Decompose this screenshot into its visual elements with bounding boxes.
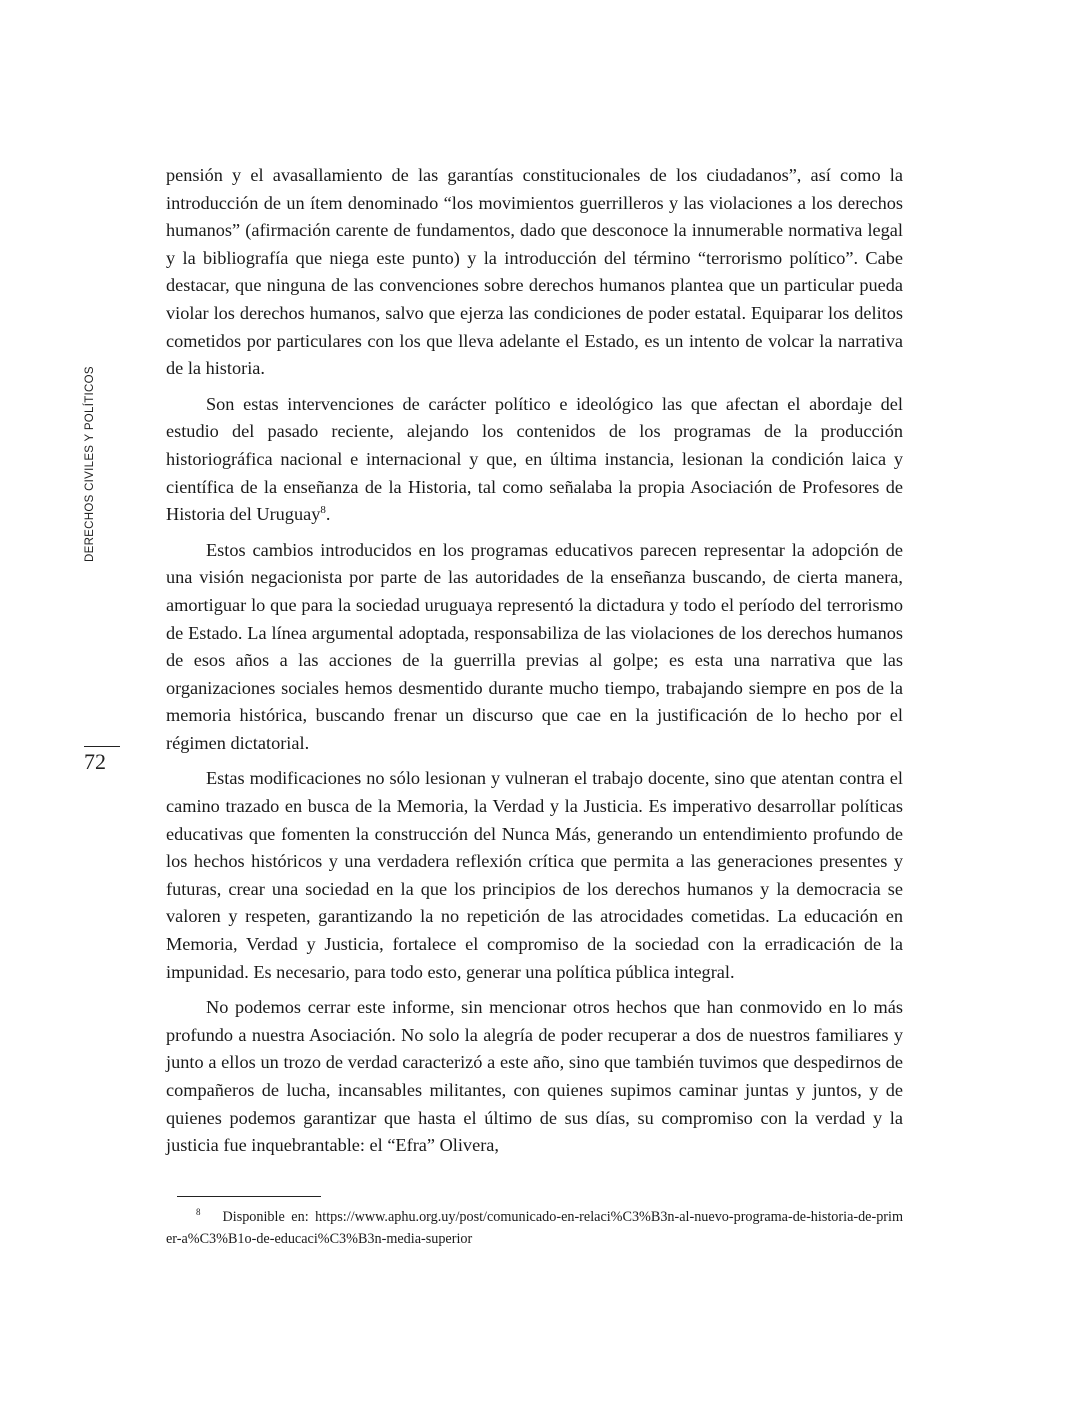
paragraph-4: Estas modificaciones no sólo lesionan y vulneran el trabajo docente, sino que atentan contra el camino trazado en busca de la Memoria, la Verdad y la Justicia. Es imperativo desarrollar políticas educativas que fomenten la construcción del Nunca Más, generando un entendimiento profundo de los hechos históricos y una verdadera reflexión crítica que permita a las generaciones presentes y futuras, crear una sociedad en la que los principios de los derechos humanos y la democracia se valoren y respeten, garantizando la no repetición de las atrocidades cometidas. La educación en Memoria, Verdad y Justicia, fortalece el compromiso de la sociedad con la erradicación de la impunidad. Es necesario, para todo esto, generar una política pública integral. xyxy=(166,768,903,982)
footnote-number: 8 xyxy=(196,1207,201,1218)
paragraph-3: Estos cambios introducidos en los programas educativos parecen representar la adopción de una visión negacionista por parte de las autoridades de la enseñanza buscando, de cierta manera, amortiguar lo que para la sociedad uruguaya representó la dictadura y todo el período del terrorismo de Estado. La línea argumental adoptada, responsabiliza de las violaciones de los derechos humanos de esos años a las acciones de la guerrilla previas al golpe; es esta una narrativa que las organizaciones sociales hemos desmentido durante mucho tiempo, trabajando siempre en pos de la memoria histórica, buscando frenar un discurso que cae en la justificación de lo hecho por el régimen dictatorial. xyxy=(166,539,903,753)
footnote-text: Disponible en: https://www.aphu.org.uy/post/comunicado-en-relaci%C3%B3n-al-nuevo-programa-de-historia-de-primer-a%C3%B1o-de-educaci%C3%B3n-media-superior xyxy=(166,1209,903,1247)
page-number-rule xyxy=(84,746,120,747)
paragraph-2-end: . xyxy=(325,504,331,525)
body-text xyxy=(166,162,903,1168)
footnote xyxy=(166,1206,903,1250)
paragraph-5: No podemos cerrar este informe, sin mencionar otros hechos que han conmovido en lo más profundo a nuestra Asociación. No solo la alegría de poder recuperar a dos de nuestros familiares y junto a ellos un trozo de verdad caracterizó a este año, sino que también tuvimos que despedirnos de compañeros de lucha, incansables militantes, con quienes supimos caminar juntas y juntos, y de quienes podemos garantizar que hasta el último de sus días, su compromiso con la verdad y la justicia fue inquebrantable: el “Efra” Olivera, xyxy=(166,997,903,1156)
paragraph-1: pensión y el avasallamiento de las garantías constitucionales de los ciudadanos”, así como la introducción de un ítem denominado “los movimientos guerrilleros y las violaciones a los derechos humanos” (afirmación carente de fundamentos, dado que desconoce la innumerable normativa legal y la bibliografía que niega este punto) y la introducción del término “terrorismo político”. Cabe destacar, que ninguna de las convenciones sobre derechos humanos plantea que un particular pueda violar los derechos humanos, salvo que ejerza las condiciones de poder estatal. Equiparar los delitos cometidos por particulares con los que lleva adelante el Estado, es un intento de volcar la narrativa de la historia. xyxy=(166,165,903,379)
footnote-reference[interactable]: 8 xyxy=(320,504,326,517)
page-number: 72 xyxy=(84,749,106,774)
paragraph-2 xyxy=(166,391,903,529)
paragraph-2-text: Son estas intervenciones de carácter político e ideológico las que afectan el abordaje del estudio del pasado reciente, alejando los contenidos de los programas de la producción historiográfica nacional e internacional y que, en última instancia, lesionan la condición laica y científica de la enseñanza de la Historia, tal como señalaba la propia Asociación de Profesores de Historia del Uruguay xyxy=(166,393,903,525)
footnote-separator xyxy=(177,1196,321,1197)
running-section-label: DERECHOS CIVILES Y POLÍTICOS xyxy=(84,366,96,562)
